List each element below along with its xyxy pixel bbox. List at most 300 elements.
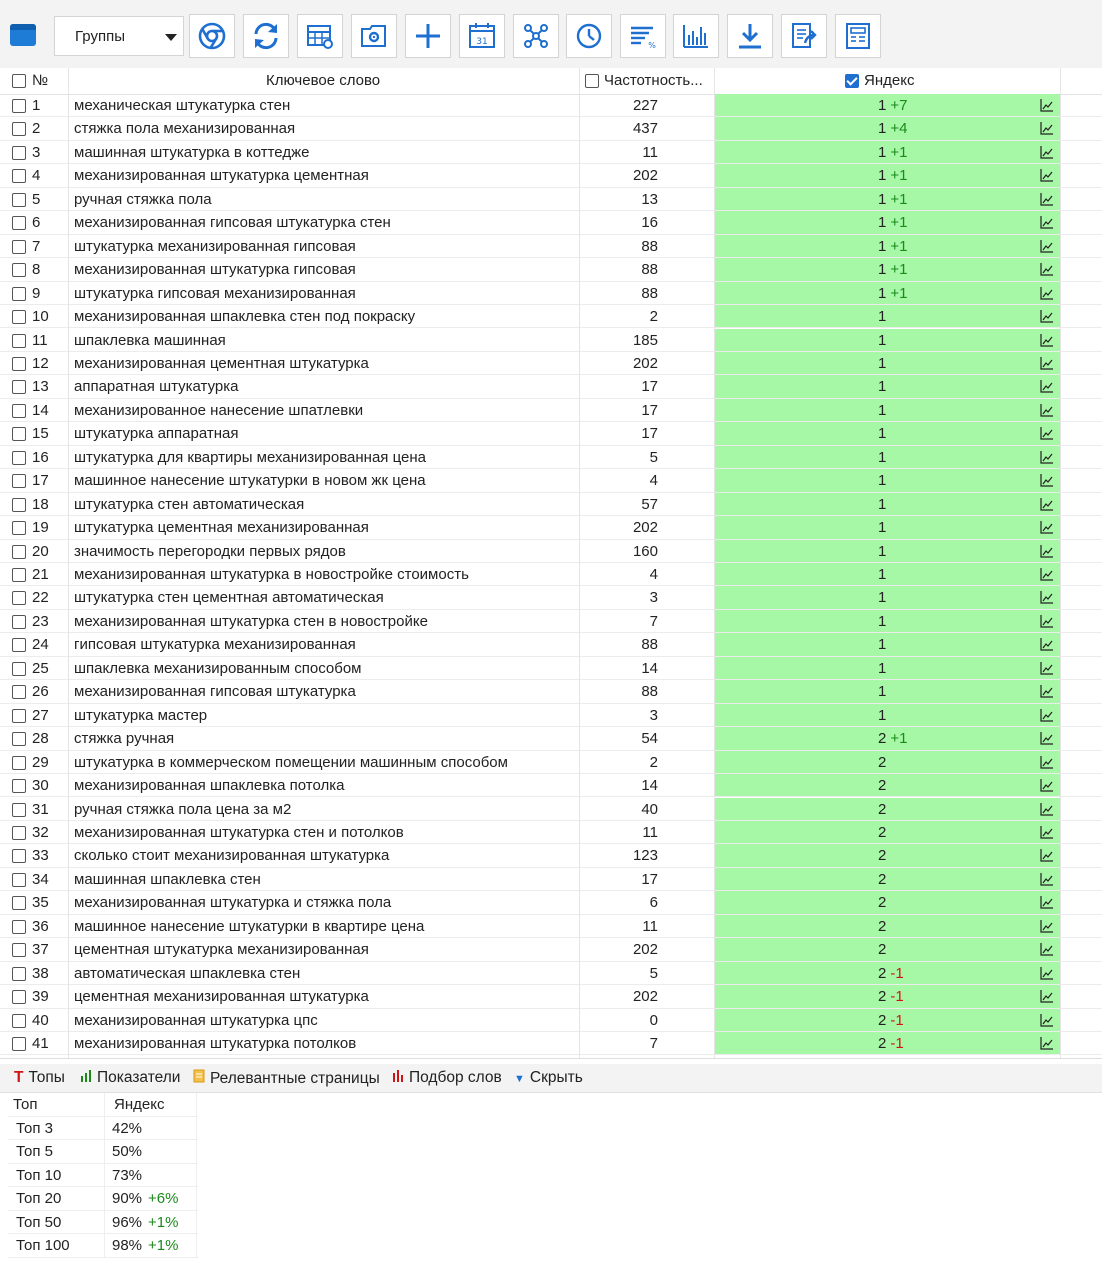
chart-icon[interactable] <box>1040 356 1054 370</box>
position-value: 2 <box>878 753 887 771</box>
chart-icon[interactable] <box>1040 426 1054 440</box>
position-value: 1 <box>878 589 887 607</box>
position-delta: +1 <box>890 237 908 255</box>
row-checkbox[interactable] <box>12 193 26 207</box>
row-checkbox[interactable] <box>12 334 26 348</box>
row-number: 17 <box>32 472 49 490</box>
position-value: 1 <box>878 706 887 724</box>
position-value: 1 <box>878 472 887 490</box>
position-delta: +1 <box>890 143 908 161</box>
bottom-tabs <box>0 1064 1102 1093</box>
frequency-cell: 11 <box>642 823 658 841</box>
top-delta: +1% <box>148 1237 179 1254</box>
row-checkbox[interactable] <box>12 310 26 324</box>
position-value: 1 <box>878 331 887 349</box>
keyword-cell: механизированная штукатурка потолков <box>74 1035 357 1052</box>
yandex-position-cell <box>715 94 1060 116</box>
chart-icon[interactable] <box>1040 637 1054 651</box>
toolbar <box>0 0 1102 69</box>
row-checkbox[interactable] <box>12 474 26 488</box>
position-value: 1 <box>878 683 887 701</box>
keyword-cell: машинное нанесение штукатурки в квартире цена <box>74 917 425 935</box>
row-number: 6 <box>32 214 41 232</box>
chart-icon[interactable] <box>1040 614 1054 628</box>
row-number: 28 <box>32 730 49 748</box>
table-row[interactable] <box>0 422 1102 445</box>
svg-text:%: % <box>648 41 656 50</box>
table-row[interactable] <box>0 117 1102 140</box>
yandex-position-cell <box>715 727 1060 749</box>
table-row[interactable] <box>0 563 1102 586</box>
column-divider <box>196 1093 197 1258</box>
top-value: 42% <box>112 1119 143 1137</box>
keyword-cell: штукатурка аппаратная <box>74 425 239 443</box>
table-row[interactable] <box>0 235 1102 258</box>
bar-chart-button[interactable] <box>673 14 719 58</box>
chart-icon[interactable] <box>1040 215 1054 229</box>
table-row[interactable] <box>0 258 1102 281</box>
row-number: 5 <box>32 190 41 208</box>
yandex-position-cell <box>715 610 1060 632</box>
group-select[interactable] <box>54 16 184 56</box>
keyword-cell: механизированная штукатурка гипсовая <box>74 261 356 279</box>
table-row[interactable] <box>0 282 1102 305</box>
frequency-cell: 227 <box>632 97 658 114</box>
row-number: 7 <box>32 237 41 255</box>
chart-icon[interactable] <box>1040 192 1054 206</box>
table-row[interactable] <box>0 352 1102 375</box>
yandex-position-cell <box>715 774 1060 796</box>
row-checkbox[interactable] <box>12 521 26 535</box>
tab-word-selection[interactable] <box>392 1069 502 1087</box>
row-checkbox[interactable] <box>12 263 26 277</box>
frequency-cell: 123 <box>632 847 658 865</box>
table-row[interactable] <box>0 446 1102 469</box>
row-number: 24 <box>32 636 49 654</box>
tops-row <box>8 1140 198 1164</box>
chrome-icon <box>197 21 227 51</box>
row-checkbox[interactable] <box>12 216 26 230</box>
position-value: 1 <box>878 659 887 677</box>
row-number: 33 <box>32 847 49 865</box>
position-value: 1 <box>878 401 887 419</box>
app-menu-icon[interactable] <box>10 24 36 46</box>
table-row[interactable] <box>0 516 1102 539</box>
chart-icon[interactable] <box>1040 661 1054 675</box>
yandex-position-cell <box>715 493 1060 515</box>
yandex-position-cell <box>715 633 1060 655</box>
frequency-cell: 14 <box>641 659 658 677</box>
add-button[interactable] <box>405 14 451 58</box>
select-all-checkbox[interactable] <box>12 74 26 88</box>
top-label: Топ 10 <box>16 1166 62 1184</box>
row-number: 20 <box>32 542 49 560</box>
chart-icon[interactable] <box>1040 989 1054 1003</box>
row-checkbox[interactable] <box>12 967 26 981</box>
chart-icon[interactable] <box>1040 168 1054 182</box>
keyword-cell: цементная штукатурка механизированная <box>74 941 369 959</box>
row-checkbox[interactable] <box>12 404 26 418</box>
table-row[interactable] <box>0 141 1102 164</box>
keyword-cell: механическая штукатурка стен <box>74 97 291 114</box>
frequency-cell: 88 <box>641 261 658 279</box>
table-row[interactable] <box>0 821 1102 844</box>
table-row[interactable] <box>0 868 1102 891</box>
add-icon <box>413 21 443 51</box>
chart-icon[interactable] <box>1040 309 1054 323</box>
table-row[interactable] <box>0 751 1102 774</box>
yandex-position-cell <box>715 399 1060 421</box>
position-value: 2 <box>878 730 887 748</box>
row-number: 39 <box>32 988 49 1006</box>
tab-indicators[interactable] <box>80 1069 180 1087</box>
column-divider <box>68 68 69 1058</box>
table-row[interactable] <box>0 938 1102 961</box>
top-label: Топ 3 <box>16 1119 53 1137</box>
row-checkbox[interactable] <box>12 990 26 1004</box>
table-row[interactable] <box>0 680 1102 703</box>
table-row[interactable] <box>0 657 1102 680</box>
frequency-cell: 3 <box>649 589 658 607</box>
chrome-button[interactable] <box>189 14 235 58</box>
frequency-cell: 16 <box>641 214 658 232</box>
yandex-position-cell <box>715 469 1060 491</box>
row-number: 10 <box>32 308 49 326</box>
column-divider <box>1060 68 1061 1058</box>
clock-icon <box>574 21 604 51</box>
table-row[interactable] <box>0 1009 1102 1032</box>
yandex-position-cell <box>715 586 1060 608</box>
row-number: 8 <box>32 261 41 279</box>
hide-button[interactable] <box>514 1069 583 1087</box>
row-number: 41 <box>32 1035 49 1052</box>
chart-icon[interactable] <box>1040 919 1054 933</box>
chart-icon[interactable] <box>1040 145 1054 159</box>
bar-chart-icon <box>80 1070 92 1082</box>
keyword-cell: машинное нанесение штукатурки в новом жк цена <box>74 472 426 490</box>
frequency-cell: 185 <box>632 331 658 349</box>
row-checkbox[interactable] <box>12 849 26 863</box>
chart-icon[interactable] <box>1040 755 1054 769</box>
chart-icon[interactable] <box>1040 473 1054 487</box>
row-checkbox[interactable] <box>12 896 26 910</box>
chart-icon[interactable] <box>1040 708 1054 722</box>
folder-settings-button[interactable] <box>351 14 397 58</box>
chart-icon[interactable] <box>1040 98 1054 112</box>
position-value: 2 <box>878 777 887 795</box>
chart-icon[interactable] <box>1040 379 1054 393</box>
yandex-column-checkbox[interactable] <box>845 74 859 88</box>
keyword-cell: гипсовая штукатурка механизированная <box>74 636 356 654</box>
yandex-position-cell <box>715 422 1060 444</box>
row-checkbox[interactable] <box>12 146 26 160</box>
chart-icon[interactable] <box>1040 520 1054 534</box>
filter-percent-button[interactable] <box>620 14 666 58</box>
position-value: 2 <box>878 870 887 888</box>
chart-icon[interactable] <box>1040 286 1054 300</box>
export-button[interactable] <box>781 14 827 58</box>
row-number: 40 <box>32 1011 49 1029</box>
table-row[interactable] <box>0 1032 1102 1055</box>
keyword-cell: цементная механизированная штукатурка <box>74 988 369 1006</box>
row-checkbox[interactable] <box>12 427 26 441</box>
position-value: 1 <box>878 97 887 114</box>
tops-row <box>8 1211 198 1235</box>
header-yandex[interactable]: Яндекс <box>864 72 915 89</box>
row-checkbox[interactable] <box>12 380 26 394</box>
table-row[interactable] <box>0 540 1102 563</box>
row-checkbox[interactable] <box>12 1037 26 1051</box>
frequency-cell: 40 <box>641 800 658 818</box>
tops-row <box>8 1117 198 1141</box>
row-number: 30 <box>32 777 49 795</box>
row-number: 2 <box>32 120 41 138</box>
column-divider <box>714 68 715 1058</box>
frequency-cell: 3 <box>649 706 658 724</box>
row-checkbox[interactable] <box>12 803 26 817</box>
clock-button[interactable] <box>566 14 612 58</box>
refresh-button[interactable] <box>243 14 289 58</box>
table-row[interactable] <box>0 704 1102 727</box>
frequency-cell: 17 <box>641 378 658 396</box>
keyword-cell: стяжка пола механизированная <box>74 120 296 138</box>
frequency-cell: 14 <box>641 777 658 795</box>
table-row[interactable] <box>0 375 1102 398</box>
tops-header <box>8 1093 198 1117</box>
position-delta: -1 <box>890 964 904 982</box>
frequency-cell: 202 <box>632 167 658 185</box>
row-checkbox[interactable] <box>12 873 26 887</box>
yandex-position-cell <box>715 188 1060 210</box>
chart-icon[interactable] <box>1040 262 1054 276</box>
table-row[interactable] <box>0 164 1102 187</box>
yandex-position-cell <box>715 282 1060 304</box>
top-delta: +6% <box>148 1190 179 1207</box>
position-value: 1 <box>878 308 887 326</box>
position-value: 2 <box>878 1011 887 1029</box>
row-checkbox[interactable] <box>12 779 26 793</box>
table-row[interactable] <box>0 493 1102 516</box>
position-delta: -1 <box>890 1011 904 1029</box>
position-value: 1 <box>878 143 887 161</box>
frequency-cell: 437 <box>632 120 658 138</box>
tab-relevant-pages[interactable] <box>193 1069 380 1088</box>
yandex-position-cell <box>715 891 1060 913</box>
chart-icon[interactable] <box>1040 731 1054 745</box>
frequency-cell: 160 <box>632 542 658 560</box>
header-frequency[interactable]: Частотность... <box>604 72 703 89</box>
row-checkbox[interactable] <box>12 122 26 136</box>
keyword-cell: механизированная штукатурка в новостройке стоимость <box>74 566 469 583</box>
position-value: 1 <box>878 519 887 537</box>
position-value: 2 <box>878 941 887 959</box>
tab-tops[interactable] <box>14 1069 65 1087</box>
frequency-cell: 11 <box>642 917 658 935</box>
yandex-position-cell <box>715 258 1060 280</box>
position-value: 1 <box>878 214 887 232</box>
keyword-cell: аппаратная штукатурка <box>74 378 239 396</box>
position-value: 1 <box>878 261 887 279</box>
top-value: 73% <box>112 1166 143 1184</box>
chart-icon[interactable] <box>1040 872 1054 886</box>
chart-icon[interactable] <box>1040 403 1054 417</box>
keyword-cell: автоматическая шпаклевка стен <box>74 964 301 982</box>
table-row[interactable] <box>0 727 1102 750</box>
table-row[interactable] <box>0 844 1102 867</box>
row-checkbox[interactable] <box>12 662 26 676</box>
header-num[interactable]: № <box>32 72 49 89</box>
frequency-cell: 202 <box>632 941 658 959</box>
table-row[interactable] <box>0 188 1102 211</box>
table-row[interactable] <box>0 399 1102 422</box>
table-row[interactable] <box>0 610 1102 633</box>
table-row[interactable] <box>0 329 1102 352</box>
row-number: 12 <box>32 354 49 372</box>
chart-icon[interactable] <box>1040 942 1054 956</box>
top-value: 96% <box>112 1213 143 1231</box>
row-checkbox[interactable] <box>12 287 26 301</box>
calendar-day: 31 <box>476 37 488 47</box>
chart-icon[interactable] <box>1040 450 1054 464</box>
row-checkbox[interactable] <box>12 615 26 629</box>
chart-icon[interactable] <box>1040 567 1054 581</box>
report-button[interactable] <box>835 14 881 58</box>
row-number: 21 <box>32 566 49 583</box>
chart-icon[interactable] <box>1040 590 1054 604</box>
table-row[interactable] <box>0 94 1102 117</box>
row-checkbox[interactable] <box>12 169 26 183</box>
yandex-position-cell <box>715 680 1060 702</box>
position-value: 1 <box>878 636 887 654</box>
chart-icon[interactable] <box>1040 1013 1054 1027</box>
table-row[interactable] <box>0 798 1102 821</box>
row-checkbox[interactable] <box>12 685 26 699</box>
frequency-cell: 202 <box>632 519 658 537</box>
keyword-cell: механизированная штукатурка стен и потолков <box>74 823 404 841</box>
keyword-cell: механизированная шпаклевка стен под покраску <box>74 308 416 326</box>
table-row[interactable] <box>0 469 1102 492</box>
chart-icon[interactable] <box>1040 121 1054 135</box>
chart-icon[interactable] <box>1040 895 1054 909</box>
table-row[interactable] <box>0 915 1102 938</box>
frequency-cell: 5 <box>649 964 658 982</box>
row-checkbox[interactable] <box>12 498 26 512</box>
table-row[interactable] <box>0 962 1102 985</box>
header-keyword[interactable]: Ключевое слово <box>266 72 381 89</box>
yandex-position-cell <box>715 985 1060 1007</box>
table-row[interactable] <box>0 305 1102 328</box>
row-checkbox[interactable] <box>12 545 26 559</box>
chart-icon[interactable] <box>1040 239 1054 253</box>
frequency-cell: 202 <box>632 988 658 1006</box>
yandex-position-cell <box>715 211 1060 233</box>
table-settings-button[interactable] <box>297 14 343 58</box>
position-value: 1 <box>878 167 887 185</box>
chart-icon[interactable] <box>1040 333 1054 347</box>
chart-icon[interactable] <box>1040 825 1054 839</box>
table-row[interactable] <box>0 891 1102 914</box>
row-checkbox[interactable] <box>12 826 26 840</box>
calendar-button[interactable] <box>459 14 505 58</box>
row-checkbox[interactable] <box>12 732 26 746</box>
row-number: 15 <box>32 425 49 443</box>
chart-icon[interactable] <box>1040 497 1054 511</box>
yandex-position-cell <box>715 938 1060 960</box>
position-delta: +1 <box>890 261 908 279</box>
row-checkbox[interactable] <box>12 709 26 723</box>
chart-icon[interactable] <box>1040 966 1054 980</box>
header-top: Топ <box>13 1096 38 1113</box>
yandex-position-cell <box>715 704 1060 726</box>
top-label: Топ 5 <box>16 1143 53 1160</box>
download-button[interactable] <box>727 14 773 58</box>
chart-icon[interactable] <box>1040 684 1054 698</box>
yandex-position-cell <box>715 798 1060 820</box>
export-icon <box>789 21 819 51</box>
yandex-position-cell <box>715 962 1060 984</box>
table-row[interactable] <box>0 633 1102 656</box>
frequency-cell: 88 <box>641 284 658 302</box>
yandex-position-cell <box>715 235 1060 257</box>
position-value: 2 <box>878 964 887 982</box>
row-checkbox[interactable] <box>12 451 26 465</box>
row-checkbox[interactable] <box>12 568 26 582</box>
table-row[interactable] <box>0 211 1102 234</box>
keyword-cell: механизированная гипсовая штукатурка <box>74 683 356 701</box>
calendar-icon <box>467 21 497 51</box>
keyword-cell: стяжка ручная <box>74 730 175 748</box>
chart-icon[interactable] <box>1040 778 1054 792</box>
row-checkbox[interactable] <box>12 920 26 934</box>
keyword-cell: штукатурка механизированная гипсовая <box>74 237 356 255</box>
position-delta: +1 <box>890 284 908 302</box>
table-row[interactable] <box>0 586 1102 609</box>
yandex-position-cell <box>715 540 1060 562</box>
yandex-position-cell <box>715 915 1060 937</box>
row-checkbox[interactable] <box>12 99 26 113</box>
position-delta: +1 <box>890 730 908 748</box>
frequency-cell: 17 <box>641 425 658 443</box>
keyword-cell: механизированная гипсовая штукатурка стен <box>74 214 391 232</box>
row-checkbox[interactable] <box>12 943 26 957</box>
triangle-down-icon: ▼ <box>514 1073 525 1085</box>
row-checkbox[interactable] <box>12 1014 26 1028</box>
chart-icon[interactable] <box>1040 802 1054 816</box>
page-icon <box>193 1069 205 1083</box>
table-row[interactable] <box>0 985 1102 1008</box>
frequency-column-checkbox[interactable] <box>585 74 599 88</box>
row-checkbox[interactable] <box>12 240 26 254</box>
row-number: 26 <box>32 683 49 701</box>
keyword-cell: механизированная штукатурка и стяжка пола <box>74 894 392 912</box>
header-yandex: Яндекс <box>114 1096 165 1113</box>
row-number: 27 <box>32 706 49 724</box>
network-button[interactable] <box>513 14 559 58</box>
frequency-cell: 88 <box>641 636 658 654</box>
row-checkbox[interactable] <box>12 756 26 770</box>
row-number: 16 <box>32 448 49 466</box>
row-checkbox[interactable] <box>12 638 26 652</box>
chart-icon[interactable] <box>1040 1036 1054 1050</box>
position-value: 1 <box>878 120 887 138</box>
table-row[interactable] <box>0 774 1102 797</box>
yandex-position-cell <box>715 164 1060 186</box>
row-checkbox[interactable] <box>12 591 26 605</box>
chart-icon[interactable] <box>1040 848 1054 862</box>
row-checkbox[interactable] <box>12 357 26 371</box>
yandex-position-cell <box>715 821 1060 843</box>
chart-icon[interactable] <box>1040 544 1054 558</box>
